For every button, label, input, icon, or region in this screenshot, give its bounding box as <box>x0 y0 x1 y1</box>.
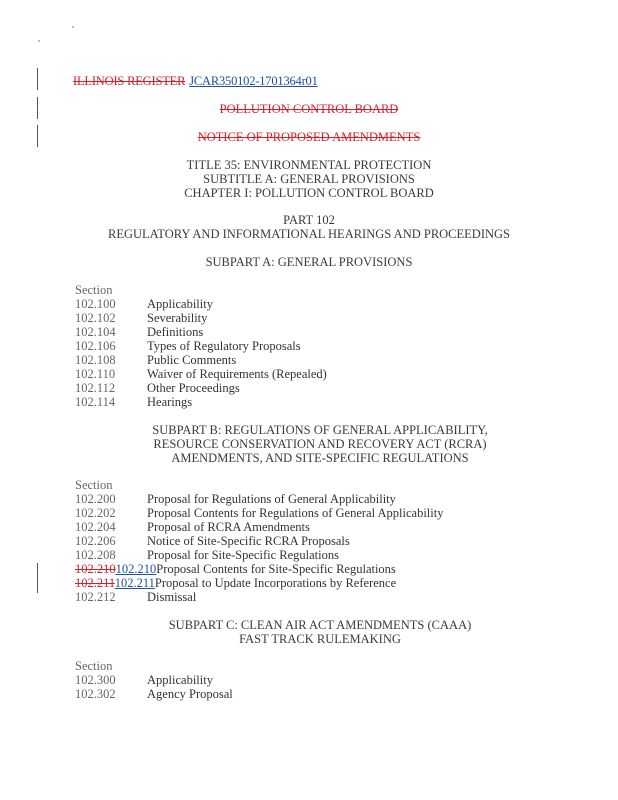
deleted-section-number: 102.210 <box>75 562 116 576</box>
section-title: Applicability <box>147 673 213 687</box>
section-number: 102.300 <box>75 673 116 687</box>
subpart-b-heading-line: RESOURCE CONSERVATION AND RECOVERY ACT (RCRA) <box>153 437 487 451</box>
table-row <box>75 548 339 562</box>
notice-header <box>0 130 618 144</box>
deleted-board-text: POLLUTION CONTROL BOARD <box>219 102 399 116</box>
section-number: 102.206 <box>75 534 116 548</box>
section-title: Proposal for Site-Specific Regulations <box>147 548 339 562</box>
section-number: 102.110 <box>75 367 116 381</box>
section-title: Waiver of Requirements (Repealed) <box>147 367 327 381</box>
scan-speck <box>72 26 74 28</box>
section-number: 102.204 <box>75 520 116 534</box>
section-title: Proposal to Update Incorporations by Reference <box>154 576 397 590</box>
section-label: Section <box>75 478 113 492</box>
subpart-b-heading <box>120 423 520 465</box>
subpart-c-heading <box>120 618 520 646</box>
table-row <box>75 506 443 520</box>
change-bar <box>37 563 38 593</box>
section-label: Section <box>75 659 113 673</box>
deleted-notice-text: NOTICE OF PROPOSED AMENDMENTS <box>197 130 421 144</box>
section-title: Hearings <box>147 395 193 409</box>
section-title: Definitions <box>147 325 204 339</box>
table-row <box>75 311 207 325</box>
amended-row <box>75 576 396 590</box>
table-row <box>75 353 236 367</box>
section-title: Dismissal <box>147 590 197 604</box>
table-row <box>75 687 233 701</box>
subpart-b-heading-line: AMENDMENTS, AND SITE-SPECIFIC REGULATIONS <box>171 451 469 465</box>
scan-speck <box>38 40 40 42</box>
section-title: Types of Regulatory Proposals <box>147 339 301 353</box>
table-row <box>75 367 327 381</box>
section-number: 102.112 <box>75 381 116 395</box>
table-row <box>75 297 213 311</box>
section-title: Public Comments <box>147 353 237 367</box>
section-number: 102.104 <box>75 325 116 339</box>
table-row <box>75 590 196 604</box>
deleted-register-text: ILLINOIS REGISTER <box>73 74 186 88</box>
subpart-c-heading-line: SUBPART C: CLEAN AIR ACT AMENDMENTS (CAAA) <box>168 618 472 632</box>
table-row <box>75 381 240 395</box>
register-header <box>73 74 318 89</box>
section-number: 102.200 <box>75 492 116 506</box>
table-row <box>75 673 213 687</box>
section-title: Proposal of RCRA Amendments <box>147 520 310 534</box>
section-title: Agency Proposal <box>147 687 233 701</box>
section-title: Other Proceedings <box>147 381 240 395</box>
section-label: Section <box>75 283 113 297</box>
section-number: 102.212 <box>75 590 116 604</box>
table-row <box>75 492 396 506</box>
section-number: 102.302 <box>75 687 116 701</box>
table-row <box>75 325 203 339</box>
board-header <box>0 102 618 116</box>
inserted-section-number: 102.210 <box>115 562 157 576</box>
change-bar <box>37 68 38 90</box>
section-number: 102.102 <box>75 311 116 325</box>
section-number: 102.100 <box>75 297 116 311</box>
table-row <box>75 395 192 409</box>
section-number: 102.106 <box>75 339 116 353</box>
part-number: PART 102 <box>283 213 335 227</box>
subpart-a-heading: SUBPART A: GENERAL PROVISIONS <box>205 255 413 269</box>
inserted-section-number: 102.211 <box>114 576 155 590</box>
section-title: Notice of Site-Specific RCRA Proposals <box>147 534 350 548</box>
chapter-line: CHAPTER I: POLLUTION CONTROL BOARD <box>184 186 434 200</box>
subpart-c-heading-line: FAST TRACK RULEMAKING <box>239 632 401 646</box>
part-name: REGULATORY AND INFORMATIONAL HEARINGS AND PROCEEDINGS <box>108 227 510 241</box>
inserted-jcar-code: JCAR350102-1701364r01 <box>189 74 318 88</box>
section-title: Proposal for Regulations of General Applicability <box>147 492 396 506</box>
table-row <box>75 534 350 548</box>
section-title: Severability <box>147 311 208 325</box>
table-row <box>75 520 310 534</box>
section-title: Applicability <box>147 297 213 311</box>
title-line: TITLE 35: ENVIRONMENTAL PROTECTION <box>186 158 432 172</box>
subtitle-line: SUBTITLE A: GENERAL PROVISIONS <box>203 172 415 186</box>
table-row <box>75 339 301 353</box>
amended-row <box>75 562 396 576</box>
section-title: Proposal Contents for Site-Specific Regulations <box>156 562 396 576</box>
deleted-section-number: 102.211 <box>75 576 115 590</box>
section-number: 102.114 <box>75 395 116 409</box>
section-number: 102.208 <box>75 548 116 562</box>
section-number: 102.202 <box>75 506 116 520</box>
subpart-b-heading-line: SUBPART B: REGULATIONS OF GENERAL APPLICABILITY, <box>152 423 488 437</box>
section-number: 102.108 <box>75 353 116 367</box>
section-title: Proposal Contents for Regulations of General Applicability <box>147 506 444 520</box>
